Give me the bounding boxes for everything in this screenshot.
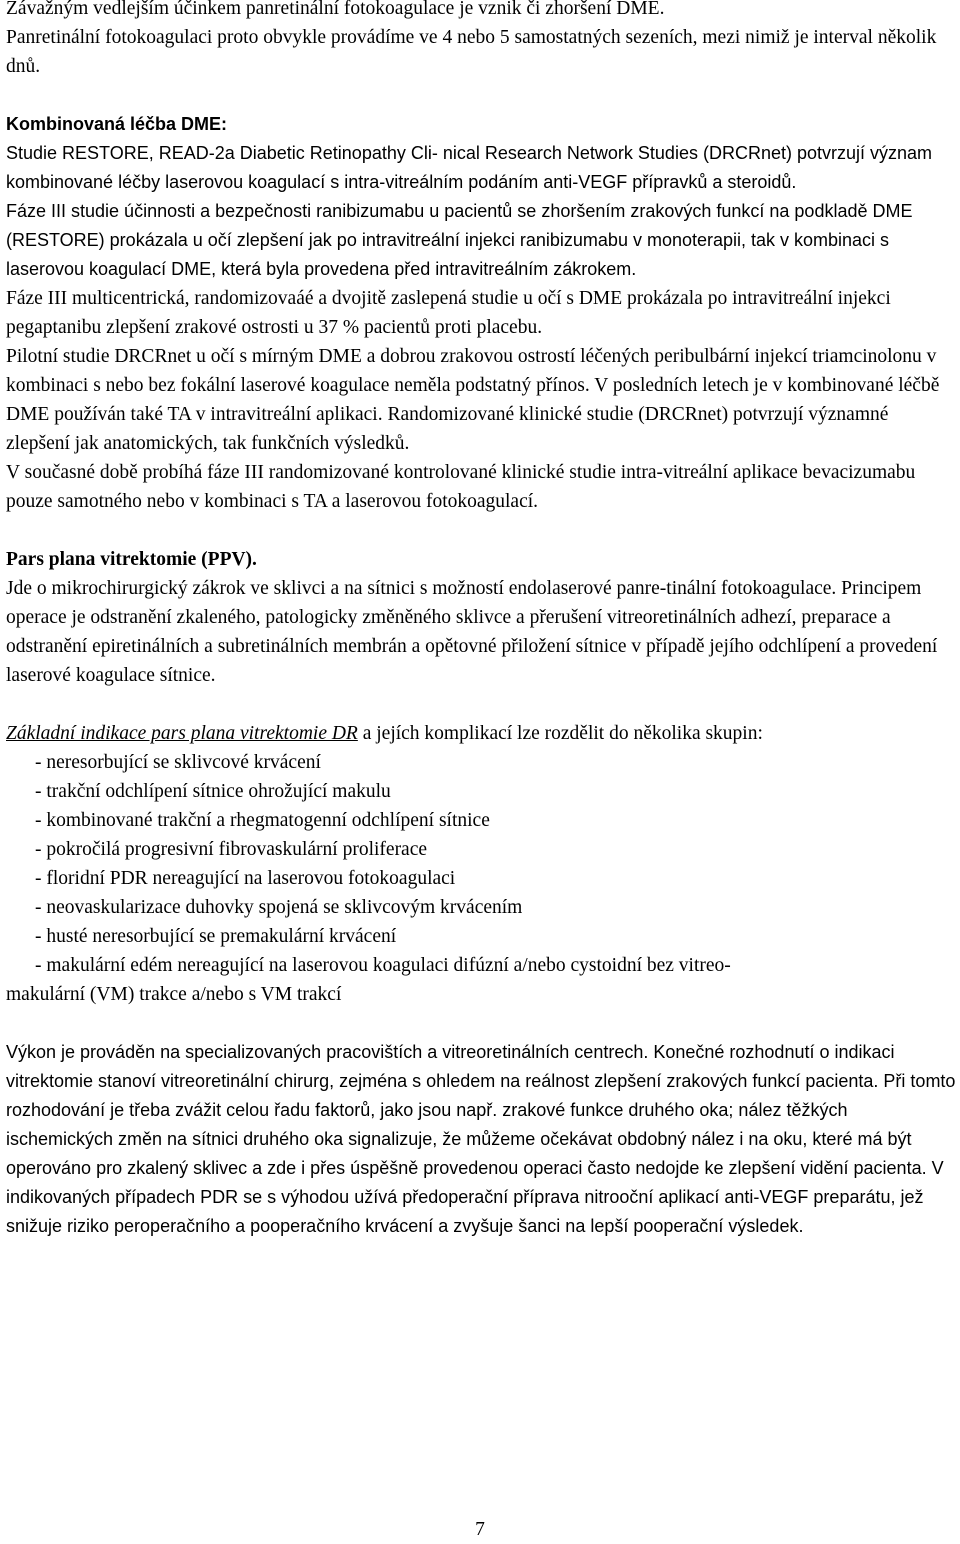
conclusion-section bbox=[6, 1038, 956, 1241]
document-page bbox=[6, 0, 956, 1241]
list-item: - makulární edém nereagující na laserovou koagulaci difúzní a/nebo cystoidní bez vitreo- bbox=[35, 951, 956, 980]
ppv-paragraph: Jde o mikrochirurgický zákrok ve sklivci a na sítnici s možností endolaserové panre-tinální fotokoagulace. Principem operace je odstranění zkaleného, patologicky změněného sklivce a přerušení vitreoretinálních adhezí, preparace a odstranění epiretinálních a subretinálních membrán a opětovné přiložení sítnice v případě jejího odchlípení a provedení laserové koagulace sítnice. bbox=[6, 578, 938, 686]
list-item-continuation: makulární (VM) trakce a/nebo s VM trakcí bbox=[6, 984, 342, 1005]
indications-list bbox=[6, 748, 956, 980]
list-item: - neresorbující se sklivcové krvácení bbox=[35, 748, 956, 777]
phase3-ranibizumab-paragraph: Fáze III studie účinnosti a bezpečnosti ranibizumabu u pacientů se zhoršením zrakových funkcí na podkladě DME (RESTORE) prokázala u očí zlepšení jak po intravitreální injekci ranibizumabu v monoterapii, tak v kombinaci s laserovou koagulací DME, která byla provedena před intravitreálním zákrokem. bbox=[6, 201, 913, 279]
indications-heading bbox=[6, 719, 956, 748]
ppv-heading: Pars plana vitrektomie (PPV). bbox=[6, 549, 257, 570]
list-item: - trakční odchlípení sítnice ohrožující makulu bbox=[35, 777, 956, 806]
combined-therapy-section bbox=[6, 110, 956, 284]
intro-line-1: Závažným vedlejším účinkem panretinální fotokoagulace je vznik či zhoršení DME. bbox=[6, 0, 665, 19]
list-item: - neovaskularizace duhovky spojená se sklivcovým krvácením bbox=[35, 893, 956, 922]
indications-heading-emphasis: Základní indikace pars plana vitrektomie DR bbox=[6, 723, 358, 744]
combined-therapy-heading: Kombinovaná léčba DME: bbox=[6, 114, 228, 134]
intro-line-2: Panretinální fotokoagulaci proto obvykle provádíme ve 4 nebo 5 samostatných sezeních, mezi nimiž je interval několik dnů. bbox=[6, 27, 937, 77]
phase3-pegaptanib-paragraph: Fáze III multicentrická, randomizovaáé a dvojitě zaslepená studie u očí s DME prokázala po intravitreální injekci pegaptanibu zlepšení zrakové ostrosti u 37 % pacientů proti placebu. bbox=[6, 288, 891, 338]
conclusion-paragraph: Výkon je prováděn na specializovaných pracovištích a vitreoretinálních centrech. Konečné rozhodnutí o indikaci vitrektomie stanoví vitreoretinální chirurg, zejména s ohledem na reálnost zlepšení zrakových funkcí pacienta. Při tomto rozhodování je třeba zvážit celou řadu faktorů, jako jsou např. zrakové funkce druhého oka; nález těžkých ischemických změn na sítnici druhého oka signalizuje, že můžeme očekávat obdobný nález i na oku, které má být operováno pro zkalený sklivec a zde i přes úspěšně provedenou operaci často nedojde ke zlepšení vidění pacienta. V indikovaných případech PDR se s výhodou užívá předoperační příprava nitrooční aplikací anti-VEGF preparátu, jež snižuje riziko peroperačního a pooperačního krvácení a zvyšuje šanci na lepší pooperační výsledek. bbox=[6, 1042, 956, 1236]
list-item: - husté neresorbující se premakulární krvácení bbox=[35, 922, 956, 951]
pilot-drcrnet-paragraph: Pilotní studie DRCRnet u očí s mírným DME a dobrou zrakovou ostrostí léčených peribulbární injekcí triamcinolonu v kombinaci s nebo bez fokální laserové koagulace neměla podstatný přínos. V posledních letech je v kombinované léčbě DME používán také TA v intravitreální aplikaci. Randomizované klinické studie (DRCRnet) potvrzují významné zlepšení jak anatomických, tak funkčních výsledků. bbox=[6, 346, 940, 454]
combined-therapy-studies: Studie RESTORE, READ-2a Diabetic Retinopathy Cli- nical Research Network Studies (DRCRnet) potvrzují význam kombinované léčby laserovou koagulací s intra-vitreálním podáním anti-VEGF přípravků a steroidů. bbox=[6, 143, 933, 192]
list-item: - kombinované trakční a rhegmatogenní odchlípení sítnice bbox=[35, 806, 956, 835]
indications-heading-rest: a jejích komplikací lze rozdělit do několika skupin: bbox=[357, 723, 763, 744]
page-number: 7 bbox=[475, 1519, 485, 1540]
list-item: - pokročilá progresivní fibrovaskulární proliferace bbox=[35, 835, 956, 864]
ongoing-study-paragraph: V současné době probíhá fáze III randomizované kontrolované klinické studie intra-vitreální aplikace bevacizumabu pouze samotného nebo v kombinaci s TA a laserovou fotokoagulací. bbox=[6, 462, 916, 512]
list-item: - floridní PDR nereagující na laserovou fotokoagulaci bbox=[35, 864, 956, 893]
